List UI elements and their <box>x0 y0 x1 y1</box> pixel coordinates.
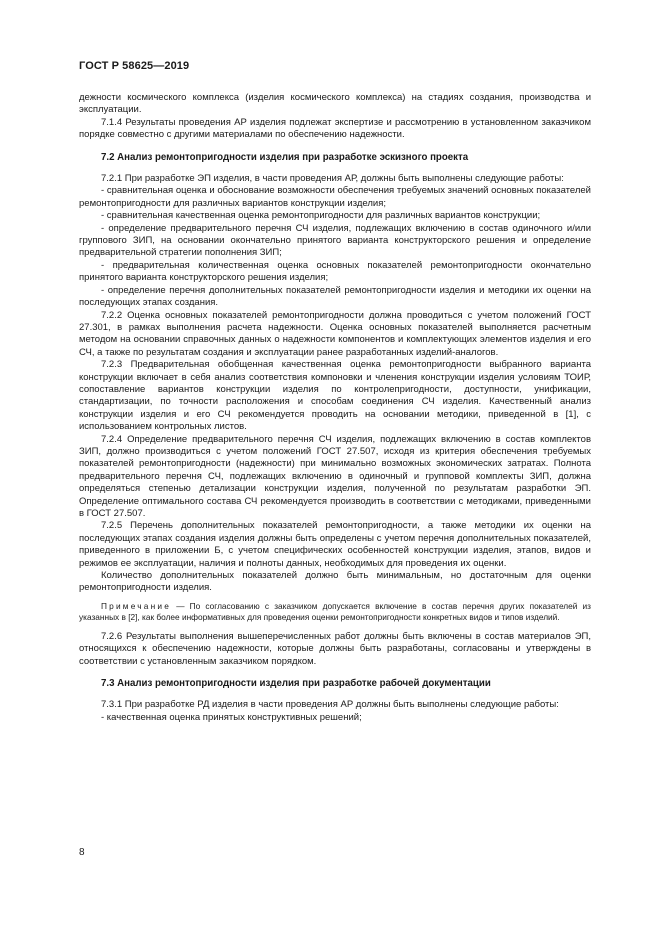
list-item: - сравнительная качественная оценка ремонтопригодности для различных вариантов конструкции; <box>101 210 541 222</box>
list-item: - определение перечня дополнительных показателей ремонтопригодности изделия и методики их оценки на последующих этапах создания. <box>79 284 591 309</box>
paragraph-7-1-4: 7.1.4 Результаты проведения АР изделия подлежат экспертизе и рассмотрению в установленном заказчиком порядке совместно с другими материалами по обеспечению надежности. <box>79 116 591 141</box>
paragraph: дежности космического комплекса (изделия космического комплекса) на стадиях создания, производства и эксплуатации. <box>79 92 591 116</box>
document-body <box>79 92 591 724</box>
list-item: - предварительная количественная оценка основных показателей ремонтопригодности окончательно принятого варианта конструкторского решения изделия; <box>79 259 591 284</box>
list-item: - качественная оценка принятых конструктивных решений; <box>101 711 362 723</box>
list-item: - определение предварительного перечня СЧ изделия, подлежащих включению в состав одиночного и/или группового ЗИП, на основании окончательно принятого варианта конструкторского решения и определение предварительной стратегии пополнения ЗИП; <box>79 222 591 259</box>
paragraph-7-2-6: 7.2.6 Результаты выполнения вышеперечисленных работ должны быть включены в состав материалов ЭП, относящихся к обеспечению надежности, которые должны быть разработаны, согласованы и утверждены в соответствии с установленным заказчиком порядком. <box>79 630 591 667</box>
page-number: 8 <box>79 847 85 858</box>
paragraph-7-2-3: 7.2.3 Предварительная обобщенная качественная оценка ремонтопригодности выбранного варианта конструкции включает в себя анализ соответствия компоновки и членения конструкции изделия условиям ТОИР, сопоставление вариантов конструкции изделия по контролепригодности, доступности, унификации, стандартизации, по точности расположения и способам соединения СЧ изделия. Качественный анализ конструкции изделия и его СЧ рекомендуется проводить на основании методики, приведенной в [1], с использованием контрольных листов. <box>79 359 591 433</box>
paragraph-7-2-4: 7.2.4 Определение предварительного перечня СЧ изделия, подлежащих включению в состав комплектов ЗИП, должно производиться с учетом положений ГОСТ 27.507, исходя из критерия обеспечения требуемых показателей ремонтопригодности (надежности) при минимально возможных экономических затратах. Полнота предварительного перечня СЧ, подлежащих включению в одиночный и групповой комплекты ЗИП, должна определяться степенью детализации конструкции изделия, полученной по результатам разработки ЭП. Определение оптимального состава СЧ рекомендуется производить в соответствии с методиками, приведенными в ГОСТ 27.507. <box>79 433 591 519</box>
list-item: - сравнительная оценка и обоснование возможности обеспечения требуемых значений основных показателей ремонтопригодности для различных вариантов конструкции изделия; <box>79 185 591 209</box>
paragraph-7-2-5: 7.2.5 Перечень дополнительных показателей ремонтопригодности, а также методики их оценки на последующих этапах создания изделия должны быть определены с учетом перечня дополнительных показателей, приведенного в приложении Б, с учетом специфических особенностей конструкции изделия, этапов, видов и режимов ее эксплуатации, наличия и полноты данных, необходимых для проведения их оценки. <box>79 520 591 569</box>
note-label: Примечание <box>101 600 172 611</box>
note-text: — По согласованию с заказчиком допускается включение в состав перечня других показателей из указанных в [2], как более информативных для проведения оценки ремонтопригодности конкретных видов и типов изделий. <box>79 600 591 622</box>
paragraph-7-2-2: 7.2.2 Оценка основных показателей ремонтопригодности должна проводиться с учетом положений ГОСТ 27.301, в рамках выполнения расчета надежности. Оценка основных показателей выполняется расчетным методом на основании справочных данных о надежности компонентов и комплектующих элементов изделия и его СЧ, а также по результатам создания и эксплуатации ранее разработанных изделий-аналогов. <box>79 309 591 358</box>
note <box>79 601 591 623</box>
section-heading-7-2: 7.2 Анализ ремонтопригодности изделия при разработке эскизного проекта <box>101 151 469 163</box>
paragraph-7-3-1: 7.3.1 При разработке РД изделия в части проведения АР должны быть выполнены следующие работы: <box>101 699 559 711</box>
paragraph-7-2-1: 7.2.1 При разработке ЭП изделия, в части проведения АР, должны быть выполнены следующие работы: <box>101 173 564 185</box>
paragraph: Количество дополнительных показателей должно быть минимальным, но достаточным для оценки ремонтопригодности изделия. <box>79 570 591 594</box>
document-code-header: ГОСТ Р 58625—2019 <box>79 60 190 72</box>
section-heading-7-3: 7.3 Анализ ремонтопригодности изделия при разработке рабочей документации <box>101 678 491 690</box>
